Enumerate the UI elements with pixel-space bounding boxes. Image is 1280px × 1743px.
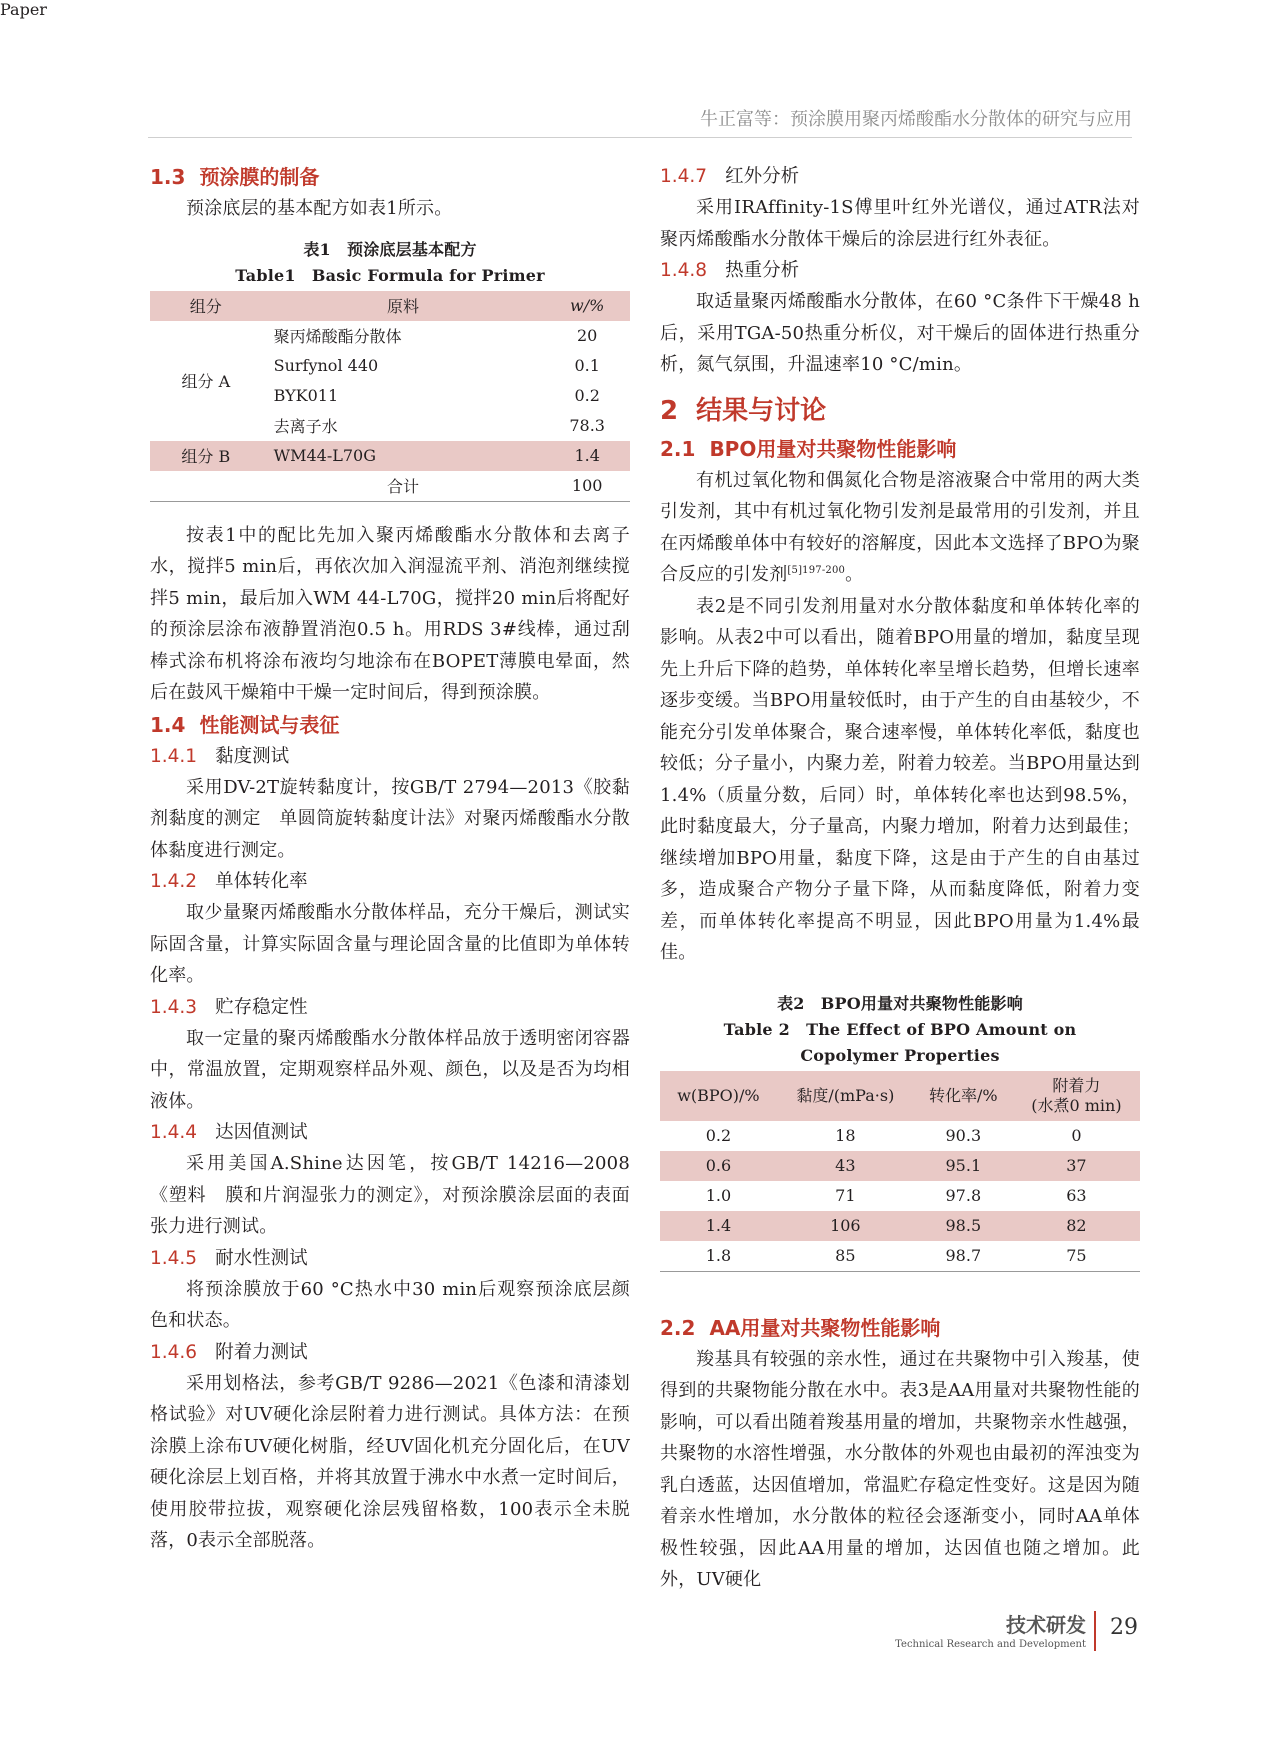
section-2-1-heading: 2.1 BPO用量对共聚物性能影响 bbox=[660, 436, 957, 461]
section-2-heading: 2 结果与讨论 bbox=[660, 395, 827, 426]
section-2-2-heading: 2.2 AA用量对共聚物性能影响 bbox=[660, 1315, 941, 1340]
table2-caption-cn: 表2 BPO用量对共聚物性能影响 bbox=[777, 993, 1023, 1013]
table2-header: 附着力 (水煮0 min) bbox=[1013, 1071, 1140, 1121]
paragraph: 采用划格法，参考GB/T 9286—2021《色漆和清漆划格试验》对UV硬化涂层附着力进行测试。具体方法：在预涂膜上涂布UV硬化树脂，经UV固化机充分固化后，在UV硬化涂层上划百格，并将其放置于沸水中水煮一定时间后，使用胶带拉拔，观察硬化涂层残留格数，100表示全未脱落，0表示全部脱落。 bbox=[150, 1372, 630, 1551]
paragraph: 按表1中的配比先加入聚丙烯酸酯水分散体和去离子水，搅拌5 min后，再依次加入润湿流平剂、消泡剂继续搅拌5 min，最后加入WM 44-L70G，搅拌20 min后将配好的预涂层涂布液静置消泡0.5 h。用RDS 3#线棒，通过刮棒式涂布机将涂布液均匀地涂布在BOPET薄膜电晕面，然后在鼓风干燥箱中干燥一定时间后，得到预涂膜。 bbox=[150, 524, 630, 703]
table-row: BYK011 0.2 bbox=[273, 386, 600, 405]
group-a-label: 组分 A bbox=[181, 372, 231, 391]
table1-caption-cn: 表1 预涂底层基本配方 bbox=[303, 239, 477, 259]
section-1-4-3-heading: 1.4.3 贮存稳定性 bbox=[150, 996, 308, 1018]
paragraph: 预涂底层的基本配方如表1所示。 bbox=[186, 198, 453, 219]
section-1-4-heading: 1.4 性能测试与表征 bbox=[150, 712, 340, 737]
table-row-total: 合计 100 bbox=[150, 471, 630, 502]
right-column bbox=[660, 161, 1140, 1596]
paragraph: 取适量聚丙烯酸酯水分散体，在60 °C条件下干燥48 h后，采用TGA-50热重分析仪，对干燥后的固体进行热重分析，氮气氛围，升温速率10 °C/min。 bbox=[660, 291, 1140, 375]
paragraph: 有机过氧化物和偶氮化合物是溶液聚合中常用的两大类引发剂，其中有机过氧化物引发剂是最常用的引发剂，并且在丙烯酸单体中有较好的溶解度，因此本文选择了BPO为聚合反应的引发剂$^{[5]197-200}$。 bbox=[660, 469, 1140, 585]
table2 bbox=[660, 1071, 1140, 1272]
table1-header: 组分 bbox=[150, 291, 262, 321]
table-row: 去离子水 78.3 bbox=[273, 416, 605, 436]
left-column bbox=[150, 161, 630, 1557]
citation-ref: [5]197-200 bbox=[787, 565, 846, 576]
section-1-4-1-heading: 1.4.1 黏度测试 bbox=[150, 745, 290, 767]
table2-header: w(BPO)/% bbox=[660, 1071, 777, 1121]
table1-header: w/% bbox=[544, 291, 630, 321]
table2-header: 黏度/(mPa·s) bbox=[777, 1071, 914, 1121]
table2-header: 转化率/% bbox=[914, 1071, 1013, 1121]
footer-section-cn: 技术研发 bbox=[1006, 1613, 1086, 1637]
table1-caption-en: Table1 Basic Formula for Primer bbox=[235, 265, 545, 285]
running-header: 牛正富等：预涂膜用聚丙烯酸酯水分散体的研究与应用 bbox=[148, 107, 1132, 138]
section-1-3-heading: 1.3 预涂膜的制备 bbox=[150, 165, 320, 189]
paragraph: 采用美国A.Shine达因笔，按GB/T 14216—2008《塑料 膜和片润湿张力的测定》，对预涂膜涂层面的表面张力进行测试。 bbox=[150, 1153, 630, 1237]
page bbox=[0, 19, 1280, 1743]
table-row: 1.4 106 98.5 82 bbox=[660, 1211, 1140, 1241]
paragraph: 采用IRAffinity-1S傅里叶红外光谱仪，通过ATR法对聚丙烯酸酯水分散体干燥后的涂层进行红外表征。 bbox=[660, 197, 1140, 250]
table1 bbox=[150, 291, 630, 502]
table-row: 0.2 18 90.3 0 bbox=[705, 1126, 1082, 1145]
group-b-label: 组分 B bbox=[150, 441, 262, 471]
footer-divider bbox=[1094, 1611, 1096, 1651]
table2-caption-en: Table 2 The Effect of BPO Amount on Copolymer Properties bbox=[723, 1019, 1077, 1065]
table-row: 0.6 43 95.1 37 bbox=[660, 1151, 1140, 1181]
paragraph: 取少量聚丙烯酸酯水分散体样品，充分干燥后，测试实际固含量，计算实际固含量与理论固含量的比值即为单体转化率。 bbox=[150, 902, 630, 986]
paragraph: 将预涂膜放于60 °C热水中30 min后观察预涂底层颜色和状态。 bbox=[150, 1278, 630, 1331]
section-1-4-8-heading: 1.4.8 热重分析 bbox=[660, 260, 800, 281]
table-row: 组分 A 聚丙烯酸酯分散体 20 bbox=[150, 321, 630, 351]
paragraph: 取一定量的聚丙烯酸酯水分散体样品放于透明密闭容器中，常温放置，定期观察样品外观、颜色，以及是否为均相液体。 bbox=[150, 1027, 630, 1112]
section-1-4-6-heading: 1.4.6 附着力测试 bbox=[150, 1341, 308, 1363]
page-footer bbox=[895, 1609, 1142, 1669]
paragraph: 采用DV-2T旋转黏度计，按GB/T 2794—2013《胶黏剂黏度的测定 单圆筒旋转黏度计法》对聚丙烯酸酯水分散体黏度进行测定。 bbox=[150, 776, 630, 861]
footer-section-en: Technical Research and Development bbox=[895, 1639, 1086, 1650]
table-row: 1.0 71 97.8 63 bbox=[705, 1186, 1087, 1205]
section-1-4-5-heading: 1.4.5 耐水性测试 bbox=[150, 1247, 308, 1269]
section-1-4-2-heading: 1.4.2 单体转化率 bbox=[150, 871, 308, 892]
section-1-4-7-heading: 1.4.7 红外分析 bbox=[660, 166, 800, 187]
paragraph: 羧基具有较强的亲水性，通过在共聚物中引入羧基，使得到的共聚物能分散在水中。表3是AA用量对共聚物性能的影响，可以看出随着羧基用量的增加，共聚物亲水性越强，共聚物的水溶性增强，水分散体的外观也由最初的浑浊变为乳白透蓝，达因值增加，常温贮存稳定性变好。这是因为随着亲水性增加，水分散体的粒径会逐渐变小，同时AA单体极性较强，因此AA用量的增加，达因值也随之增加。此外，UV硬化 bbox=[660, 1348, 1140, 1590]
table-row: 1.8 85 98.7 75 bbox=[660, 1241, 1140, 1272]
table-row: Surfynol 440 0.1 bbox=[273, 356, 600, 375]
table-row: 组分 B WM44-L70G 1.4 bbox=[150, 441, 630, 471]
table1-header: 原料 bbox=[262, 291, 545, 321]
paragraph: 表2是不同引发剂用量对水分散体黏度和单体转化率的影响。从表2中可以看出，随着BPO用量的增加，黏度呈现先上升后下降的趋势，单体转化率呈增长趋势，但增长速率逐步变缓。当BPO用量较低时，由于产生的自由基较少，不能充分引发单体聚合，聚合速率慢，单体转化率低，黏度也较低；分子量小，内聚力差，附着力较差。当BPO用量达到1.4%（质量分数，后同）时，单体转化率也达到98.5%，此时黏度最大，分子量高，内聚力增加，附着力达到最佳；继续增加BPO用量，黏度下降，这是由于产生的自由基过多，造成聚合产物分子量下降，从而黏度降低，附着力变差，而单体转化率提高不明显，因此BPO用量为1.4%最佳。 bbox=[660, 595, 1140, 963]
page-number: 29 bbox=[1110, 1615, 1138, 1640]
section-1-4-4-heading: 1.4.4 达因值测试 bbox=[150, 1122, 308, 1143]
